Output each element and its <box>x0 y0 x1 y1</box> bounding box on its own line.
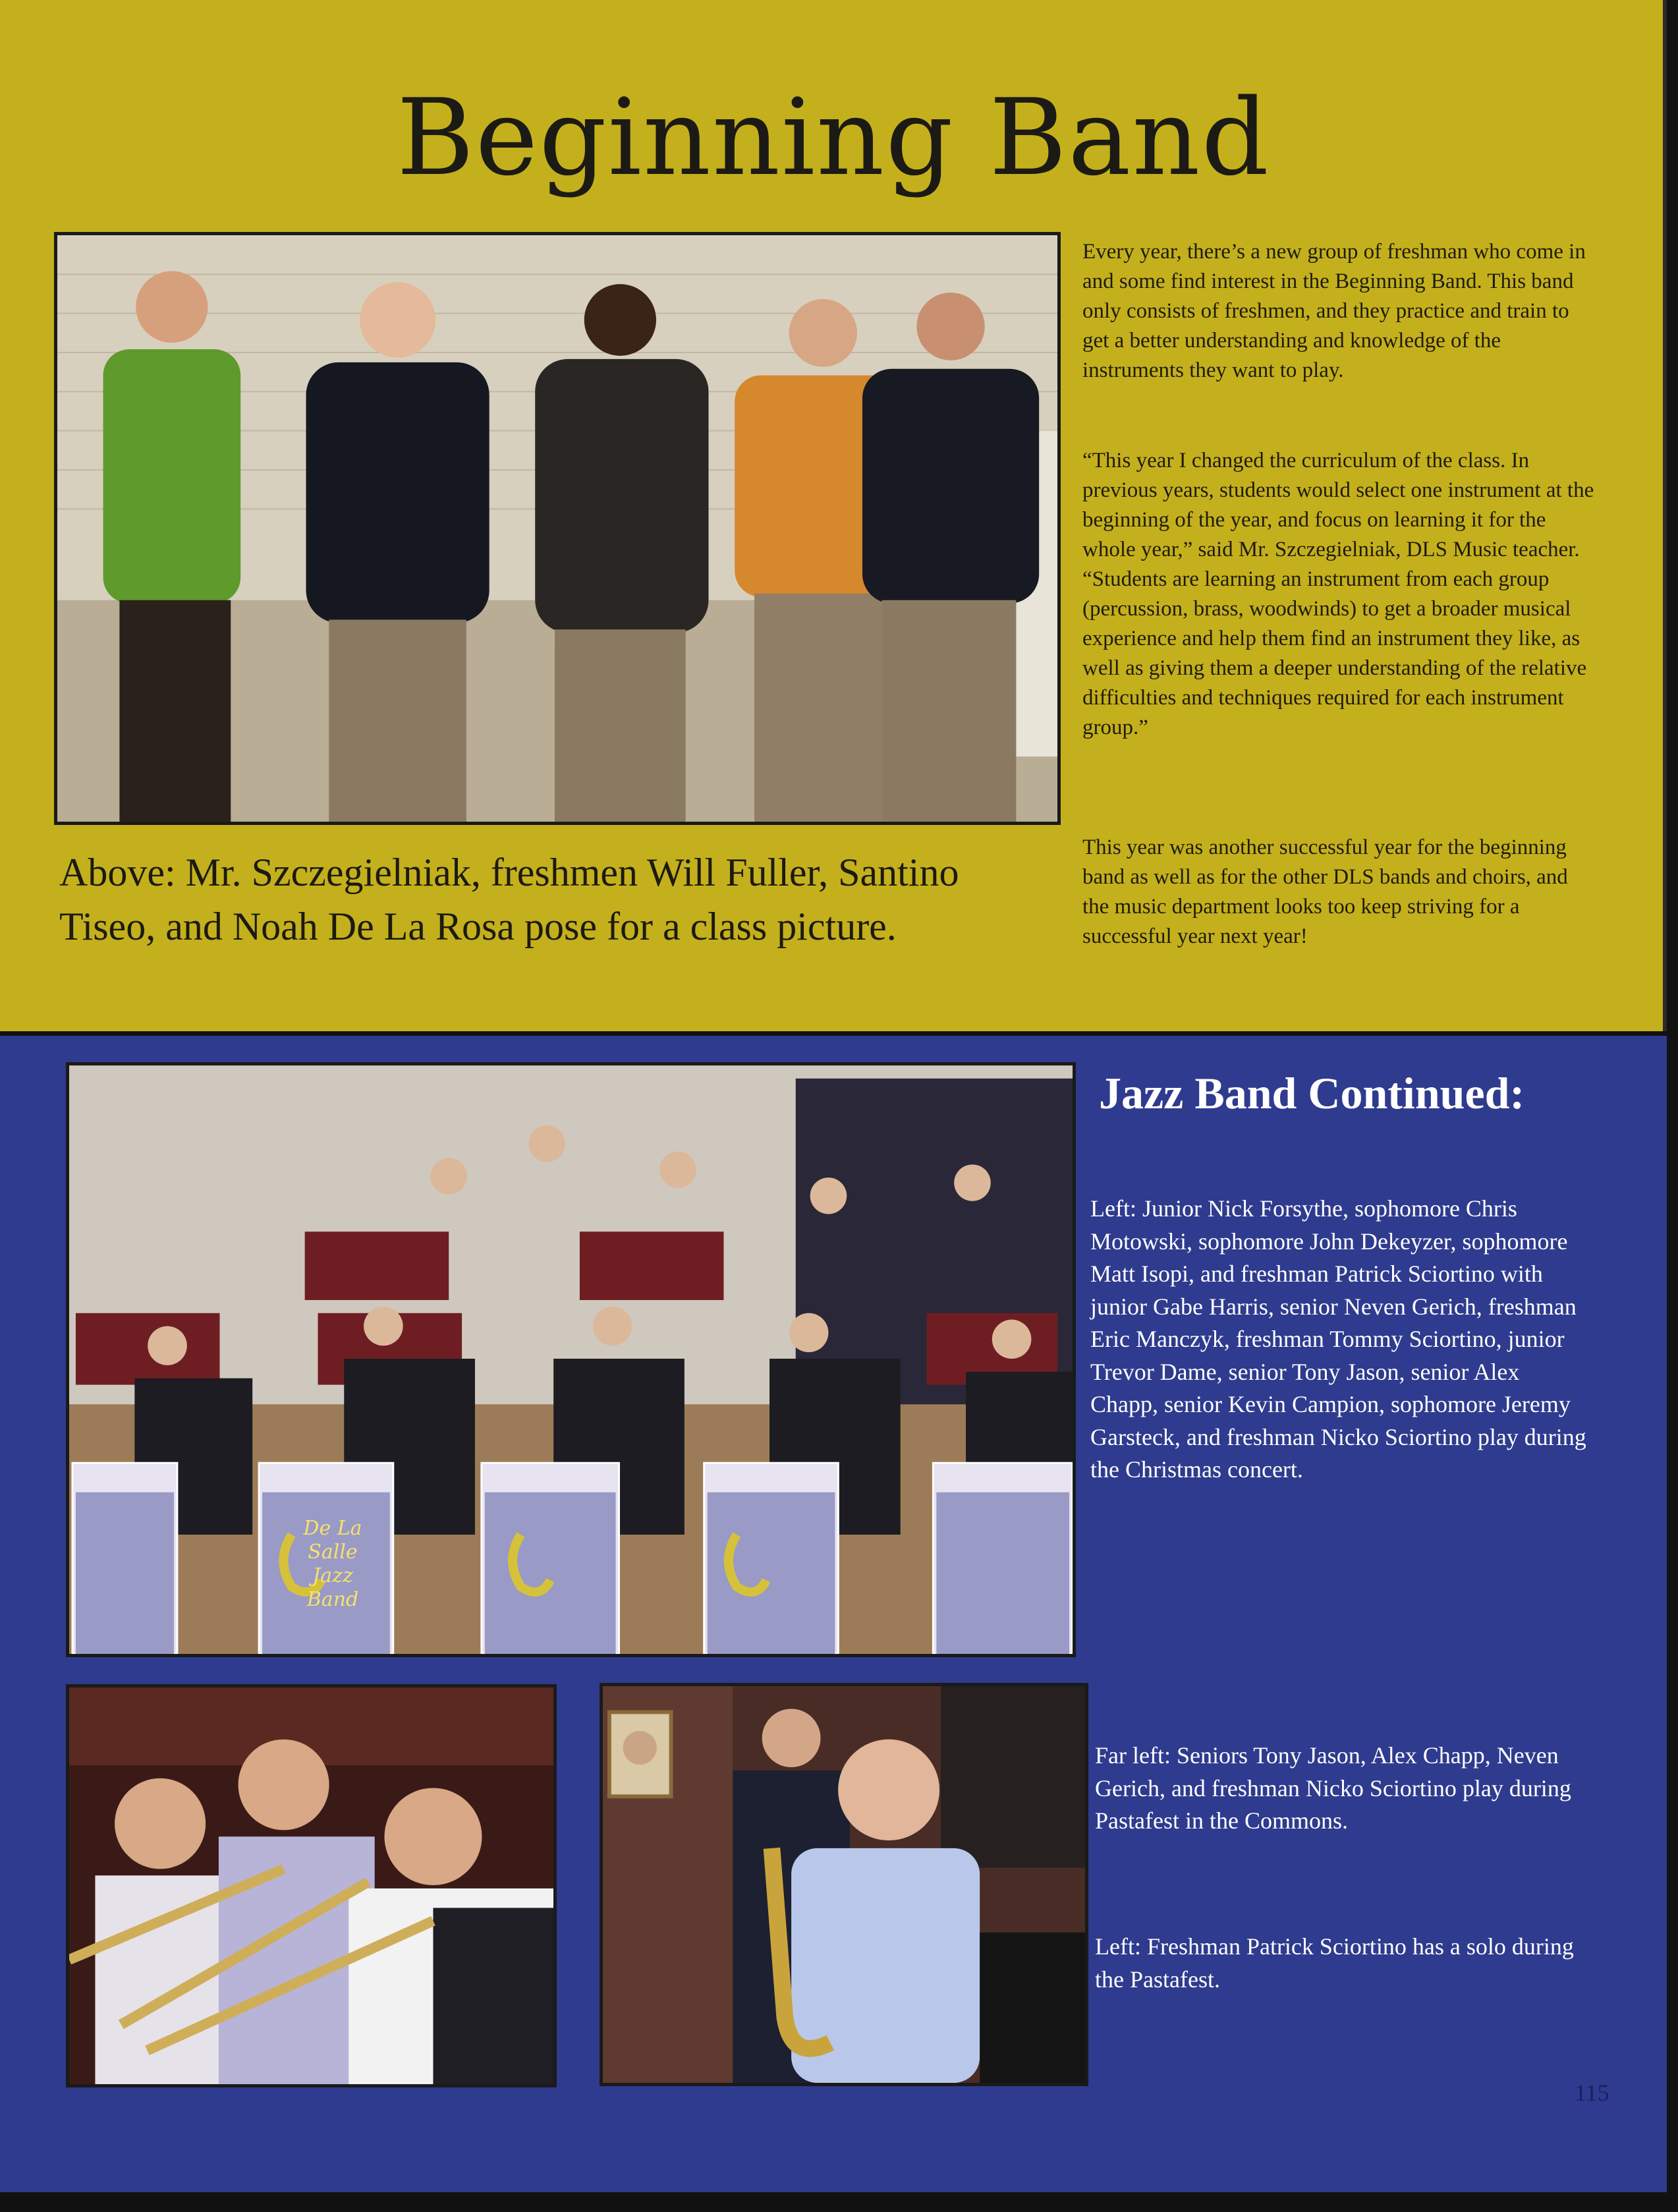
music-stand-label <box>280 1517 385 1612</box>
trumpet-players-photo <box>66 1684 557 2087</box>
beginning-photo-caption: Above: Mr. Szczegielniak, freshmen Will Fuller, Santino Tiseo, and Noah De La Rosa pose for a class picture. <box>59 851 959 948</box>
saxophone-solo-photo <box>600 1683 1088 2086</box>
page-number: 115 <box>1575 2080 1609 2106</box>
page-title: Beginning Band <box>397 76 1270 199</box>
beginning-paragraph-2: “This year I changed the curriculum of the class. In previous years, students would select one instrument at the beginning of the year, and focus on learning it for the whole year,” said Mr. Szczegielniak, DLS Music teacher. “Students are learning an instrument from each group (percussion, brass, woodwinds) to get a broader musical experience and help them find an instrument they like, as well as giving them a deeper understanding of the relative difficulties and techniques required for each instrument group.” <box>1082 449 1594 739</box>
pastafest-far-left-caption: Far left: Seniors Tony Jason, Alex Chapp, Neven Gerich, and freshman Nicko Sciortino play during Pastafest in the Commons. <box>1095 1742 1571 1834</box>
beginning-paragraph-1: Every year, there’s a new group of freshman who come in and some find interest in the Beginning Band. This band only consists of freshmen, and they practice and train to get a better understanding and knowledge of the instruments they want to play. <box>1082 240 1586 382</box>
stand-label-line1: De La Salle <box>303 1517 362 1564</box>
jazz-concert-photo <box>66 1062 1076 1657</box>
beginning-band-photo <box>54 232 1061 825</box>
stand-label-line3: Band <box>306 1588 359 1611</box>
jazz-concert-caption: Left: Junior Nick Forsythe, sophomore Chris Motowski, sophomore John Dekeyzer, sophomore Matt Isopi, and freshman Patrick Sciortino with junior Gabe Harris, senior Neven Gerich, freshman Eric Manczyk, freshman Tommy Sciortino, junior Trevor Dame, senior Tony Jason, senior Alex Chapp, senior Kevin Campion, sophomore Jeremy Garsteck, and freshman Nicko Sciortino play during the Christmas concert. <box>1090 1195 1586 1483</box>
jazz-section-title: Jazz Band Continued: <box>1099 1068 1525 1118</box>
pastafest-left-caption: Left: Freshman Patrick Sciortino has a solo during the Pastafest. <box>1095 1933 1574 1993</box>
stand-label-line2: Jazz <box>312 1564 353 1587</box>
beginning-paragraph-3: This year was another successful year for the beginning band as well as for the other DLS bands and choirs, and the music department looks too keep striving for a successful year next year! <box>1082 836 1568 948</box>
